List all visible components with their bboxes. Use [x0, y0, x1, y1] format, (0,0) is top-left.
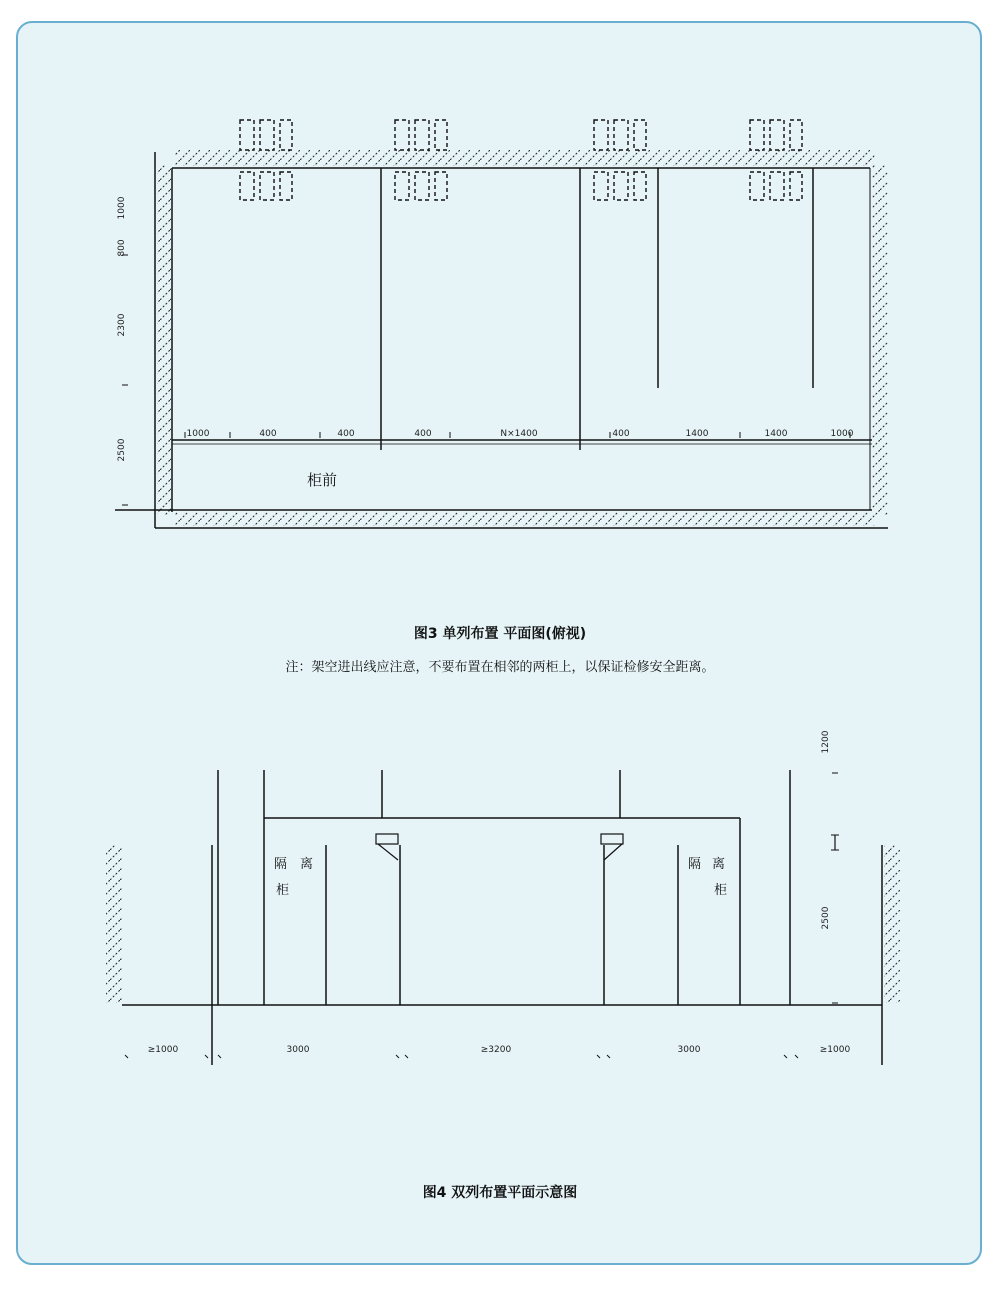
- hdim-7: 1400: [685, 429, 709, 439]
- figure3-caption: 图3 单列布置 平面图(俯视): [413, 626, 587, 642]
- hdim-4: 400: [414, 429, 432, 439]
- hdim-6: 400: [612, 429, 630, 439]
- cabinet-right-char-3: 柜: [714, 883, 728, 898]
- vdim-2: 800: [117, 239, 127, 257]
- hdim-8: 1400: [764, 429, 788, 439]
- vdim-3: 2300: [117, 313, 127, 337]
- figure4-plan: [106, 770, 900, 1065]
- top-wall-hatch: [175, 150, 875, 166]
- cabinet-right-char-1: 隔: [688, 857, 702, 872]
- cabinet-left-char-1: 隔: [274, 857, 288, 872]
- hdim-1: 1000: [186, 429, 210, 439]
- bottom-wall-hatch: [175, 512, 875, 526]
- cabinet-left-char-3: 柜: [276, 883, 290, 898]
- right-wall-hatch: [872, 165, 888, 515]
- f4-vdim-2: 2500: [821, 906, 831, 930]
- hdim-5: N×1400: [500, 429, 538, 439]
- cabinet-left-char-2: 离: [300, 857, 314, 872]
- vdim-1: 1000: [117, 196, 127, 220]
- left-wall-hatch: [157, 165, 171, 515]
- f4-hdim-5: ≥1000: [819, 1045, 851, 1055]
- cabinet-right-char-2: 离: [712, 857, 726, 872]
- f4-hdim-4: 3000: [677, 1045, 701, 1055]
- f4-hdim-2: 3000: [286, 1045, 310, 1055]
- hdim-2: 400: [259, 429, 277, 439]
- label-cabinet-front: 柜前: [307, 471, 338, 489]
- hdim-9: 1000: [830, 429, 854, 439]
- f4-vdim-1: 1200: [821, 730, 831, 754]
- f4-hdim-1: ≥1000: [147, 1045, 179, 1055]
- figure4-caption: 图4 双列布置平面示意图: [422, 1185, 578, 1201]
- figure3-note: 注：架空进出线应注意，不要布置在相邻的两柜上，以保证检修安全距离。: [285, 660, 715, 675]
- f4-hdim-3: ≥3200: [480, 1045, 512, 1055]
- hdim-3: 400: [337, 429, 355, 439]
- vdim-4: 2500: [117, 438, 127, 462]
- figure3-plan: [115, 120, 888, 528]
